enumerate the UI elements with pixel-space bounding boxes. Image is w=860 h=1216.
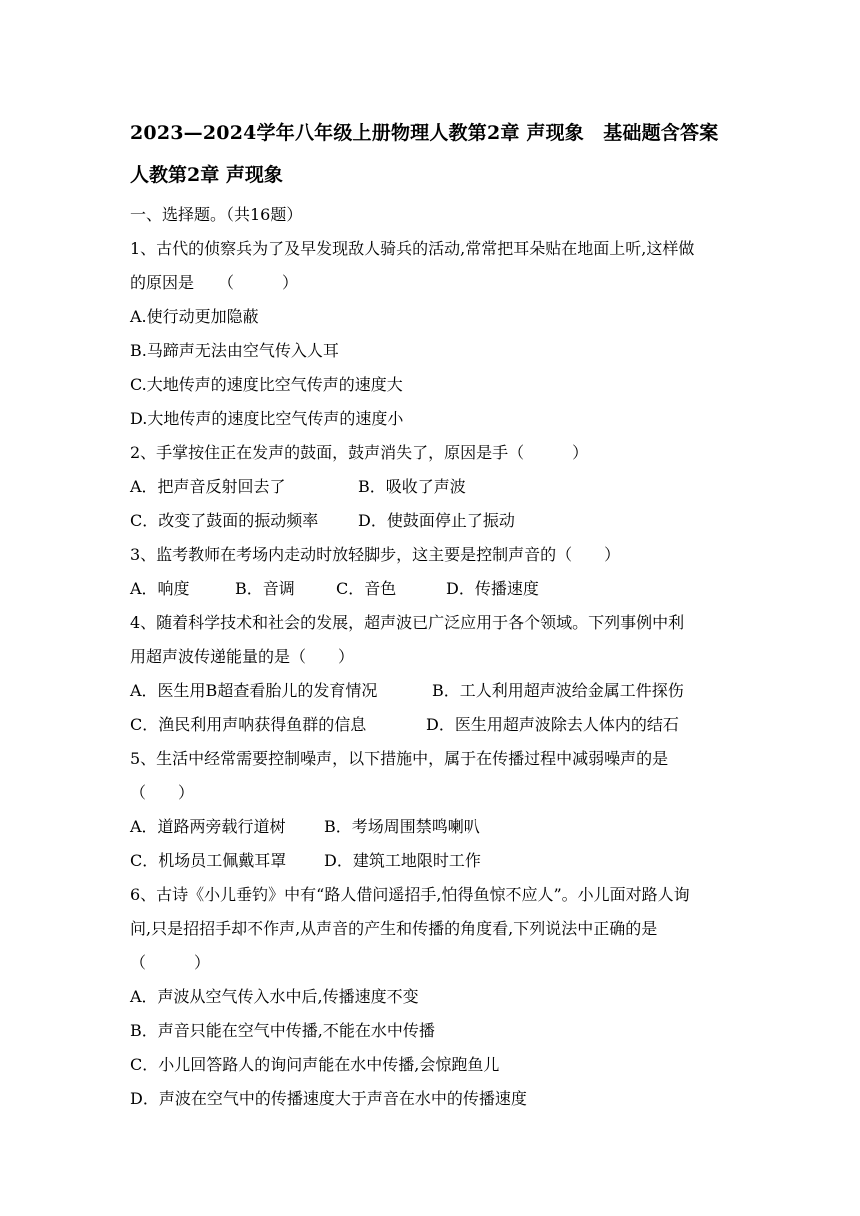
option: A．把声音反射回去了 [130, 477, 286, 496]
option: C．机场员工佩戴耳罩 [130, 851, 287, 870]
option-row [130, 708, 735, 742]
option-row [130, 572, 735, 606]
question-stem: 5、生活中经常需要控制噪声，以下措施中，属于在传播过程中减弱噪声的是 [130, 749, 669, 768]
option: C．小儿回答路人的询问声能在水中传播,会惊跑鱼儿 [130, 1055, 500, 1074]
question-1 [130, 232, 735, 436]
question-stem: 6、古诗《小儿垂钓》中有“路人借问遥招手,怕得鱼惊不应人”。小儿面对路人询 [130, 885, 690, 904]
option: D．声波在空气中的传播速度大于声音在水中的传播速度 [130, 1089, 527, 1108]
document-title: 2023—2024学年八年级上册物理人教第2章 声现象 基础题含答案 [130, 122, 719, 144]
option: D．传播速度 [446, 579, 539, 598]
question-stem: （ ） [130, 953, 211, 972]
question-4 [130, 606, 735, 742]
question-stem: （ ） [130, 783, 195, 802]
question-stem: 4、随着科学技术和社会的发展，超声波已广泛应用于各个领域。下列事例中利 [130, 613, 685, 632]
option-row [130, 1014, 735, 1048]
question-stem: 2、手掌按住正在发声的鼓面，鼓声消失了，原因是手（ ） [130, 443, 589, 462]
option-row [130, 1082, 735, 1116]
question-stem: 3、监考教师在考场内走动时放轻脚步，这主要是控制声音的（ ） [130, 545, 621, 564]
option: D．医生用超声波除去人体内的结石 [426, 715, 679, 734]
document-body [130, 198, 735, 1116]
option: B．音调 [235, 579, 295, 598]
option: C．音色 [336, 579, 397, 598]
option-row [130, 470, 735, 504]
option-row [130, 504, 735, 538]
option: A．道路两旁载行道树 [130, 817, 286, 836]
option: B．吸收了声波 [358, 477, 466, 496]
question-stem: 1、古代的侦察兵为了及早发现敌人骑兵的活动,常常把耳朵贴在地面上听,这样做 [130, 239, 695, 258]
option: C.大地传声的速度比空气传声的速度大 [130, 375, 403, 394]
document-subtitle: 人教第2章 声现象 [130, 164, 283, 186]
option: D．使鼓面停止了振动 [358, 511, 515, 530]
question-3 [130, 538, 735, 606]
option: B.马蹄声无法由空气传入人耳 [130, 341, 339, 360]
option-row [130, 810, 735, 844]
option: D．建筑工地限时工作 [324, 851, 481, 870]
option: B．声音只能在空气中传播,不能在水中传播 [130, 1021, 435, 1040]
option: A．声波从空气传入水中后,传播速度不变 [130, 987, 419, 1006]
option-row [130, 844, 735, 878]
option: C．渔民利用声呐获得鱼群的信息 [130, 715, 367, 734]
question-6 [130, 878, 735, 1116]
option-row [130, 980, 735, 1014]
option: A．医生用B超查看胎儿的发育情况 [130, 681, 378, 700]
option: A．响度 [130, 579, 190, 598]
option: D.大地传声的速度比空气传声的速度小 [130, 409, 404, 428]
option-row [130, 1048, 735, 1082]
section-heading: 一、选择题。（共16题） [130, 205, 303, 224]
question-stem: 用超声波传递能量的是（ ） [130, 647, 355, 666]
option: A.使行动更加隐蔽 [130, 307, 259, 326]
option: B．考场周围禁鸣喇叭 [324, 817, 480, 836]
question-stem: 问,只是招招手却不作声,从声音的产生和传播的角度看,下列说法中正确的是 [130, 919, 658, 938]
question-2 [130, 436, 735, 538]
option-row [130, 674, 735, 708]
option: C．改变了鼓面的振动频率 [130, 511, 319, 530]
option-row [130, 368, 735, 402]
option-row [130, 300, 735, 334]
question-5 [130, 742, 735, 878]
option-row [130, 402, 735, 436]
question-stem: 的原因是 （ ） [130, 273, 299, 292]
option: B．工人利用超声波给金属工件探伤 [432, 681, 684, 700]
option-row [130, 334, 735, 368]
